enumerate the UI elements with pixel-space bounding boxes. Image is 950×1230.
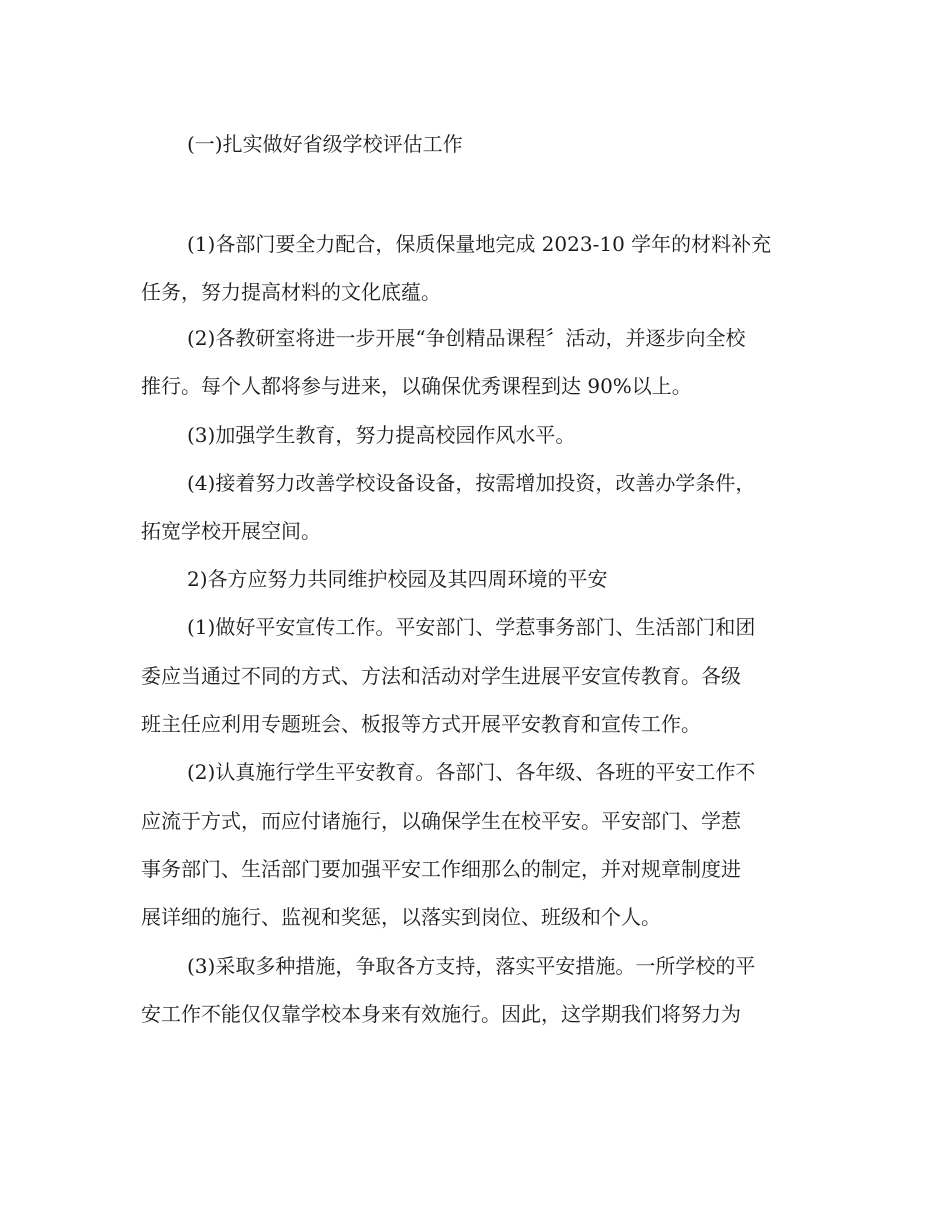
paragraph-line: 应流于方式，而应付诸施行，以确保学生在校平安。平安部门、学惹 — [141, 809, 741, 833]
paragraph-line: 拓宽学校开展空间。 — [141, 519, 321, 543]
section-heading: (一)扎实做好省级学校评估工作 — [187, 132, 463, 156]
paragraph-line: (2)各教研室将进一步开展“争创精品课程〞活动，并逐步向全校 — [187, 326, 746, 350]
paragraph-line: 安工作不能仅仅靠学校本身来有效施行。因此，这学期我们将努力为 — [141, 1002, 741, 1026]
paragraph-line: 推行。每个人都将参与进来，以确保优秀课程到达 90%以上。 — [141, 374, 692, 398]
paragraph-line: 2)各方应努力共同维护校园及其四周环境的平安 — [187, 567, 608, 591]
paragraph-line: (1)做好平安宣传工作。平安部门、学惹事务部门、生活部门和团 — [187, 615, 756, 639]
paragraph-line: 任务，努力提高材料的文化底蕴。 — [141, 280, 441, 304]
paragraph-line: (1)各部门要全力配合，保质保量地完成 2023-10 学年的材料补充 — [187, 232, 772, 256]
paragraph-line: 委应当通过不同的方式、方法和活动对学生进展平安宣传教育。各级 — [141, 664, 741, 688]
paragraph-line: (3)采取多种措施，争取各方支持，落实平安措施。一所学校的平 — [187, 954, 756, 978]
paragraph-line: (3)加强学生教育，努力提高校园作风水平。 — [187, 423, 576, 447]
paragraph-line: 班主任应利用专题班会、板报等方式开展平安教育和宣传工作。 — [141, 712, 701, 736]
paragraph-line: 展详细的施行、监视和奖惩，以落实到岗位、班级和个人。 — [141, 905, 661, 929]
paragraph-line: (4)接着努力改善学校设备设备，按需增加投资，改善办学条件， — [187, 471, 756, 495]
paragraph-line: (2)认真施行学生平安教育。各部门、各年级、各班的平安工作不 — [187, 760, 756, 784]
paragraph-line: 事务部门、生活部门要加强平安工作细那么的制定，并对规章制度进 — [141, 857, 741, 881]
